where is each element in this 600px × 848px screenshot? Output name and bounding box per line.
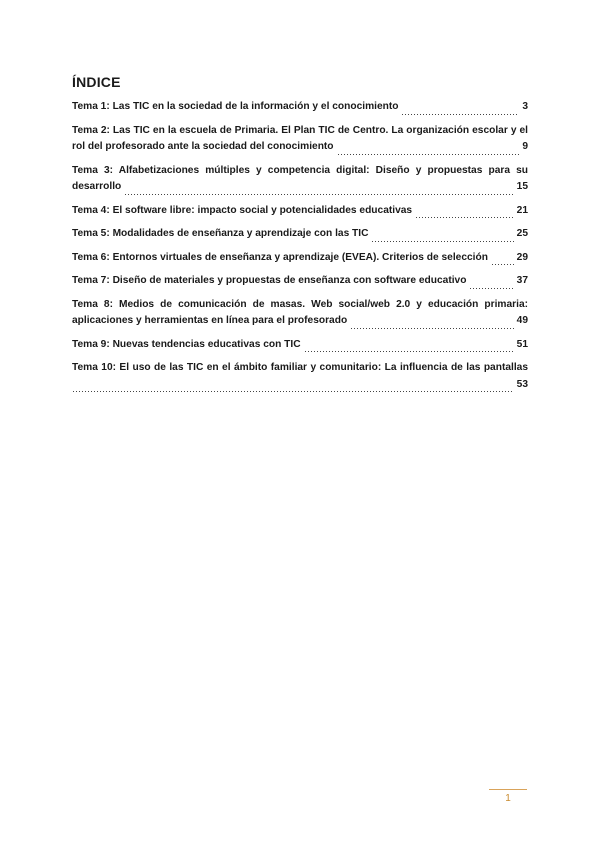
footer-rule (489, 789, 527, 790)
dot-leader (415, 206, 514, 219)
table-of-contents (72, 99, 528, 400)
toc-entry-page: 9 (522, 141, 528, 152)
toc-entry-page: 21 (516, 204, 528, 216)
toc-entry-page: 37 (516, 275, 528, 286)
toc-entry-9[interactable] (72, 337, 528, 354)
toc-entry-title: Tema 6: Entornos virtuales de enseñanza y aprendizaje (EVEA). Criterios de selección (72, 251, 488, 263)
toc-entry-title: Tema 9: Nuevas tendencias educativas con TIC (72, 338, 301, 350)
toc-entry-page: 3 (522, 101, 528, 112)
dot-leader (304, 340, 514, 353)
toc-entry-8[interactable] (72, 297, 528, 330)
toc-heading: ÍNDICE (72, 74, 121, 90)
toc-entry-page: 53 (516, 378, 528, 390)
toc-entry-title-line: aplicaciones y herramientas en línea para el profesorado (72, 315, 348, 326)
toc-entry-1[interactable] (72, 99, 528, 116)
toc-entry-7[interactable] (72, 273, 528, 290)
toc-entry-5[interactable] (72, 226, 528, 243)
toc-entry-title: Tema 5: Modalidades de enseñanza y aprendizaje con las TIC (72, 228, 369, 239)
dot-leader (337, 143, 520, 156)
toc-entry-page: 25 (516, 228, 528, 239)
dot-leader (350, 317, 513, 330)
toc-entry-title-line: rol del profesorado ante la sociedad del conocimiento (72, 141, 334, 152)
toc-entry-title-line: desarrollo (72, 181, 122, 192)
toc-entry-title-line: Tema 2: Las TIC en la escuela de Primaria. El Plan TIC de Centro. La organización escolar y el (72, 124, 528, 136)
toc-entry-page: 29 (516, 251, 528, 263)
toc-entry-page: 49 (516, 315, 528, 326)
toc-entry-title: Tema 7: Diseño de materiales y propuestas de enseñanza con software educativo (72, 275, 467, 286)
toc-entry-title-line: Tema 3: Alfabetizaciones múltiples y competencia digital: Diseño y propuestas para su (72, 164, 528, 176)
dot-leader (371, 230, 513, 243)
dot-leader (401, 103, 519, 116)
toc-entry-title-line: Tema 8: Medios de comunicación de masas. Web social/web 2.0 y educación primaria: (72, 298, 528, 310)
toc-entry-2[interactable] (72, 123, 528, 156)
toc-entry-4[interactable] (72, 203, 528, 220)
toc-entry-page: 51 (516, 338, 528, 350)
toc-entry-title: Tema 1: Las TIC en la sociedad de la información y el conocimiento (72, 101, 399, 112)
toc-entry-title-line: Tema 10: El uso de las TIC en el ámbito familiar y comunitario: La influencia de las pantallas (72, 362, 528, 373)
toc-entry-title: Tema 4: El software libre: impacto social y potencialidades educativas (72, 204, 413, 216)
dot-leader (124, 183, 513, 196)
toc-entry-10[interactable] (72, 360, 528, 393)
dot-leader (469, 277, 513, 290)
dot-leader (72, 380, 514, 393)
toc-entry-3[interactable] (72, 163, 528, 196)
toc-entry-6[interactable] (72, 250, 528, 267)
page-number: 1 (505, 793, 511, 804)
dot-leader (491, 253, 514, 266)
toc-entry-page: 15 (516, 181, 528, 192)
